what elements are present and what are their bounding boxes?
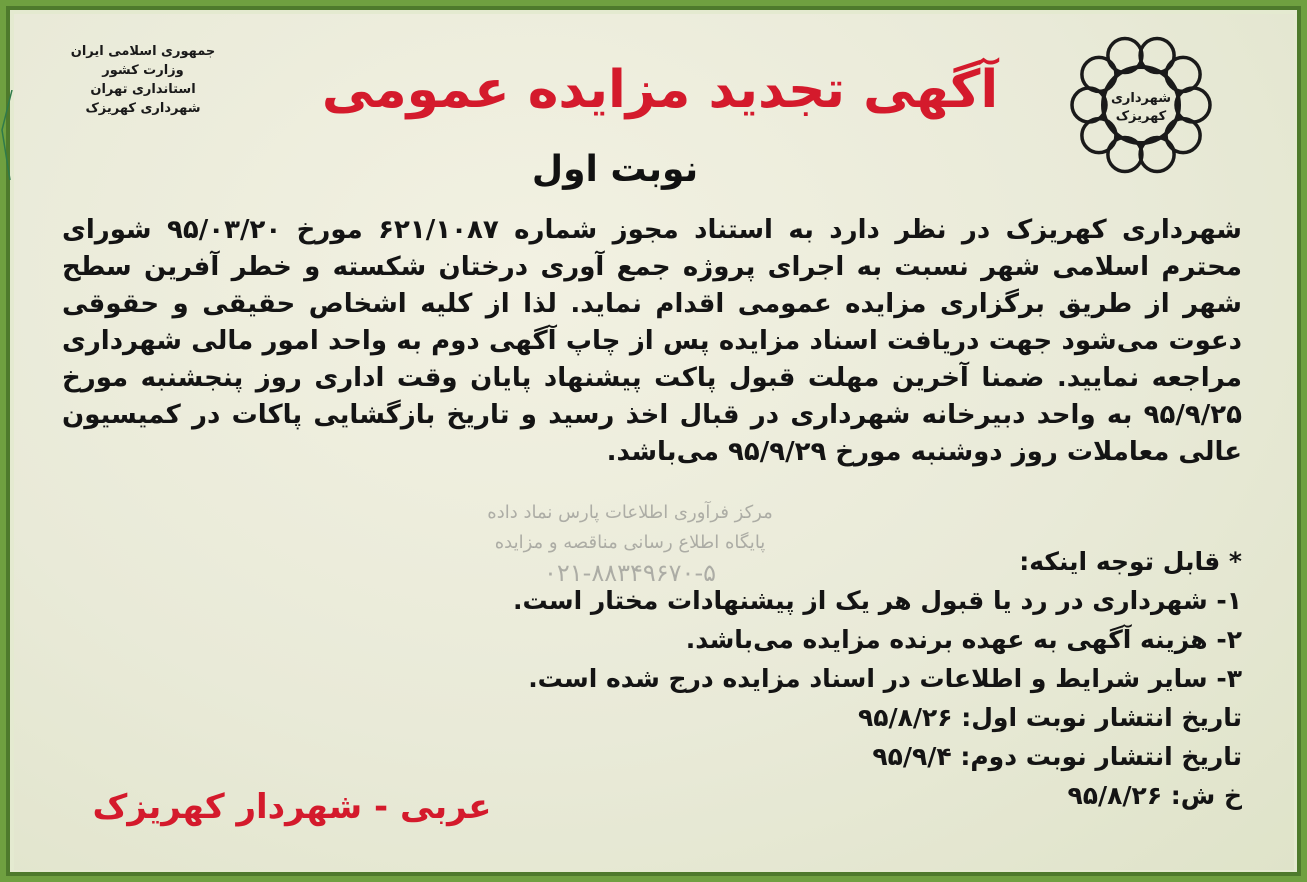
- emblem-petal: [1072, 88, 1106, 122]
- watermark-phone: ۰۲۱-۸۸۳۴۹۶۷۰-۵: [543, 559, 716, 587]
- note-item: ۳- سایر شرایط و اطلاعات در اسناد مزایده درج شده است.: [528, 664, 1242, 693]
- watermark-line: مرکز فرآوری اطلاعات پارس نماد داده: [487, 502, 773, 523]
- note-item: ۲- هزینه آگهی به عهده برنده مزایده می‌باشد.: [685, 625, 1242, 654]
- emblem-text-line2: کهریزک: [1115, 109, 1167, 124]
- emblem-text-line1: شهرداری: [1111, 91, 1171, 106]
- notice-title: آگهی تجدید مزایده عمومی: [321, 60, 999, 120]
- watermark-line: پایگاه اطلاع رسانی مناقصه و مزایده: [494, 532, 766, 553]
- ministry-line: شهرداری کهریزک: [85, 101, 201, 116]
- emblem-petal: [1082, 119, 1116, 153]
- municipality-emblem-icon: [1066, 30, 1216, 180]
- ministry-line: وزارت کشور: [102, 63, 184, 78]
- first-publish-date: تاریخ انتشار نوبت اول: ۹۵/۸/۲۶: [857, 703, 1242, 732]
- edge-mark: [0, 90, 14, 180]
- notes-section: [62, 542, 1242, 815]
- notice-subtitle: نوبت اول: [531, 149, 699, 190]
- emblem-petal: [1176, 88, 1210, 122]
- emblem-petal: [1140, 138, 1174, 172]
- body-paragraph: شهرداری کهریزک در نظر دارد به استناد مجوز شماره ۶۲۱/۱۰۸۷ مورخ ۹۵/۰۳/۲۰ شورای محترم اسلامی شهر نسبت به اجرای پروژه جمع آوری درختان شکسته و خطر آفرین سطح شهر از طریق برگزاری مزایده عمومی اقدام نماید. لذا از کلیه اشخاص حقیقی و حقوقی دعوت می‌شود جهت دریافت اسناد مزایده پس از چاپ آگهی دوم به واحد امور مالی شهرداری مراجعه نمایید. ضمنا آخرین مهلت قبول پاکت پیشنهاد پایان وقت اداری روز پنجشنبه مورخ ۹۵/۹/۲۵ به واحد دبیرخانه شهرداری در قبال اخذ رسید و تاریخ بازگشایی پاکات در کمیسیون عالی معاملات روز دوشنبه مورخ ۹۵/۹/۲۹ می‌باشد.: [62, 215, 1242, 467]
- ministry-line: جمهوری اسلامی ایران: [70, 44, 216, 59]
- notes-heading: * قابل توجه اینکه:: [1019, 547, 1242, 576]
- second-publish-date: تاریخ انتشار نوبت دوم: ۹۵/۹/۴: [872, 742, 1242, 771]
- note-item: ۱- شهرداری در رد یا قبول هر یک از پیشنهادات مختار است.: [513, 586, 1242, 615]
- emblem-petal: [1108, 39, 1142, 73]
- ministry-header: [48, 42, 238, 118]
- mayor-signature: عربی - شهردار کهریزک: [92, 787, 492, 827]
- emblem-petal: [1166, 57, 1200, 91]
- notice-body: [62, 212, 1242, 471]
- ministry-line: استانداری تهران: [90, 82, 196, 97]
- reference-code: خ ش: ۹۵/۸/۲۶: [1067, 781, 1242, 810]
